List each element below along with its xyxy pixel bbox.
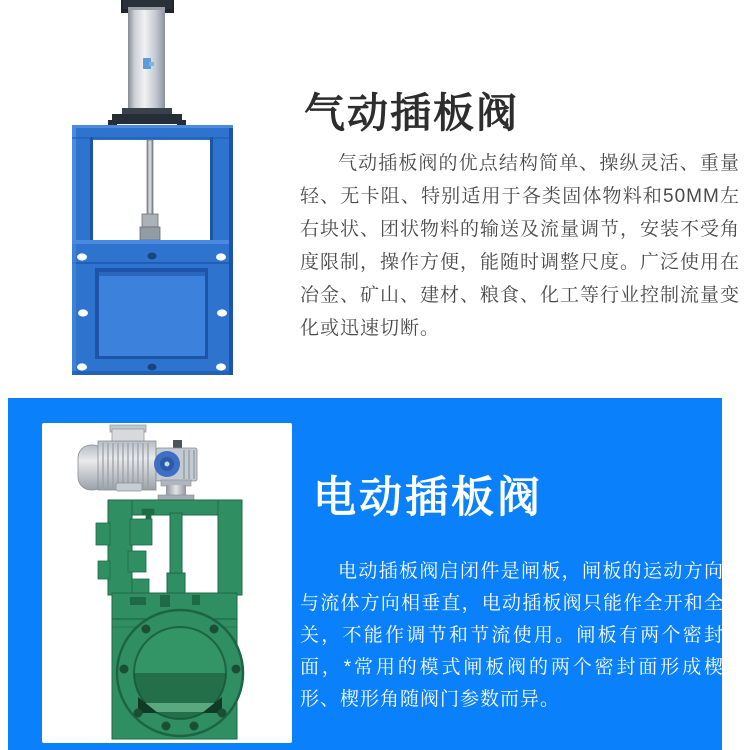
valve-stem — [140, 140, 160, 250]
pneumatic-valve-illustration — [65, 0, 245, 378]
valve-body — [112, 593, 243, 739]
electric-valve-illustration — [42, 423, 292, 743]
pneumatic-valve-title: 气动插板阀 — [304, 90, 519, 136]
valve-frame — [108, 500, 242, 595]
gearbox — [154, 440, 197, 501]
pneumatic-valve-photo — [65, 0, 245, 378]
electric-valve-title: 电动插板阀 — [313, 474, 543, 522]
pneumatic-valve-description: 气动插板阀的优点结构简单、操纵灵活、重量轻、无卡阻、特别适用于各类固体物料和50MM左右块状、团状物料的输送及流量调节，安装不受角度限制，操作方便，能随时调整尺度。广泛使用在冶金、矿山、建材、粮食、化工等行业控制流量变化或迅速切断。 — [300, 153, 741, 339]
valve-body — [72, 240, 233, 375]
electric-valve-description: 电动插板阀启闭件是闸板，闸板的运动方向与流体方向相垂直，电动插板阀只能作全开和全关，不能作调节和节流使用。闸板有两个密封面，*常用的模式闸板阀的两个密封面形成楔形、楔形角随阀门参数而异。 — [300, 561, 724, 710]
electric-motor — [78, 425, 156, 491]
electric-valve-photo — [42, 423, 292, 743]
electric-valve-section — [8, 398, 722, 750]
pneumatic-cylinder — [108, 0, 186, 126]
